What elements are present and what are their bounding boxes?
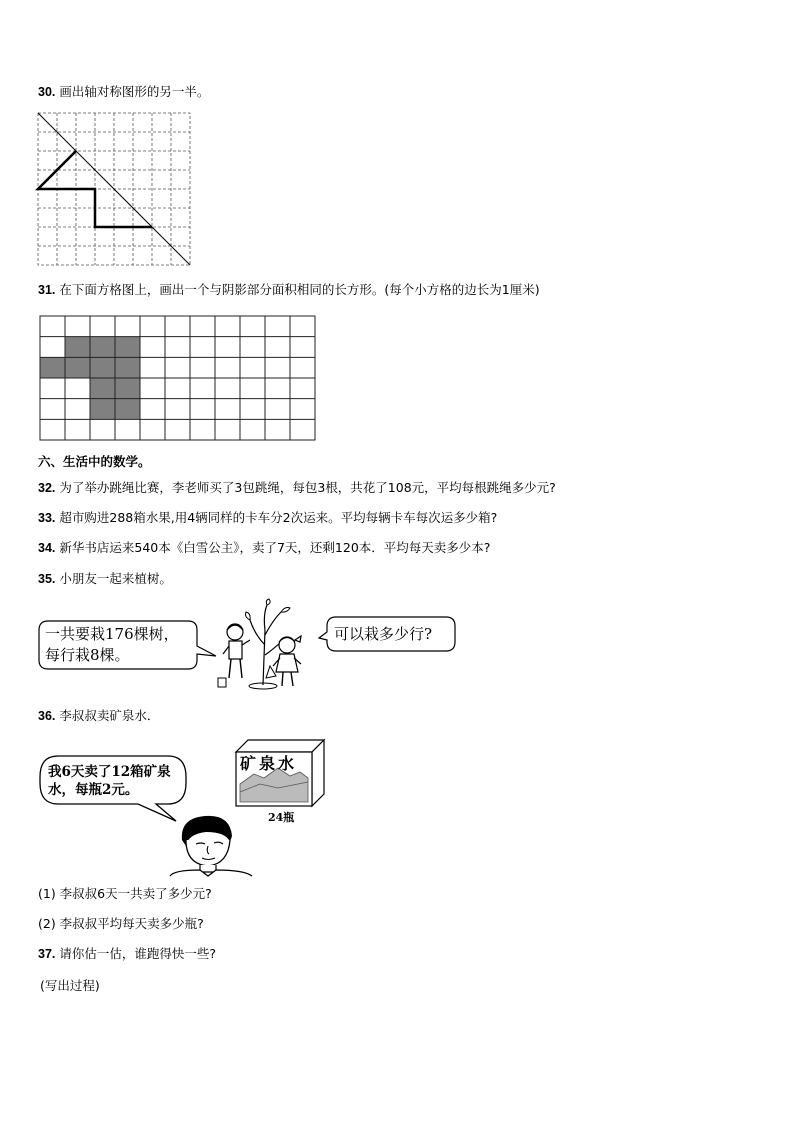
q35-left-bubble-line1: 一共要栽176棵树， (45, 625, 179, 643)
q33-number: 33. (38, 511, 56, 525)
q35-line (38, 571, 172, 587)
q33-line (38, 510, 497, 526)
q36-number: 36. (38, 709, 56, 723)
q34-number: 34. (38, 541, 56, 555)
children-planting-tree-illustration (215, 600, 325, 692)
q31-number: 31. (38, 283, 56, 297)
q36-line (38, 708, 159, 724)
q37-text: 请你估一估，谁跑得快一些? (59, 946, 217, 961)
grid-lines (40, 316, 315, 440)
box-caption: 24瓶 (268, 811, 295, 824)
q32-text: 为了举办跳绳比赛，李老师买了3包跳绳，每包3根，共花了108元，平均每根跳绳多少元? (59, 480, 556, 495)
q30-number: 30. (38, 85, 56, 99)
section-heading: 六、生活中的数学。 (38, 454, 151, 469)
q31-line (38, 282, 540, 298)
q34-text: 新华书店运来540本《白雪公主》，卖了7天，还剩120本．平均每天卖多少本? (59, 540, 491, 555)
q34-line (38, 540, 490, 556)
q36-text: 李叔叔卖矿泉水． (59, 708, 160, 723)
q35-left-bubble-line2: 每行栽8棵。 (45, 646, 130, 664)
q31-text: 在下面方格图上，画出一个与阴影部分面积相同的长方形。(每个小方格的边长为1厘米) (59, 282, 540, 297)
area-grid (40, 316, 315, 440)
q30-line (38, 84, 209, 100)
q36-sub2: (2) 李叔叔平均每天卖多少瓶? (38, 916, 204, 931)
q35-number: 35. (38, 572, 56, 586)
symmetry-grid (38, 113, 190, 266)
mineral-water-box-illustration (234, 738, 326, 810)
q32-line (38, 480, 556, 496)
q33-text: 超市购进288箱水果,用4辆同样的卡车分2次运来。平均每辆卡车每次运多少箱? (59, 510, 498, 525)
q35-right-bubble-text: 可以栽多少行? (334, 625, 433, 643)
q37-line (38, 946, 216, 962)
q37-number: 37. (38, 947, 56, 961)
q30-text: 画出轴对称图形的另一半。 (59, 84, 210, 99)
q35-text: 小朋友一起来植树。 (59, 571, 172, 586)
q36-bubble-line1: 我6天卖了12箱矿泉 (48, 764, 171, 780)
q36-sub1: (1) 李叔叔6天一共卖了多少元? (38, 886, 212, 901)
q36-bubble-line2: 水，每瓶2元。 (48, 782, 139, 798)
q32-number: 32. (38, 481, 56, 495)
q37-note: (写出过程) (40, 978, 100, 993)
box-label: 矿泉水 (240, 754, 298, 773)
